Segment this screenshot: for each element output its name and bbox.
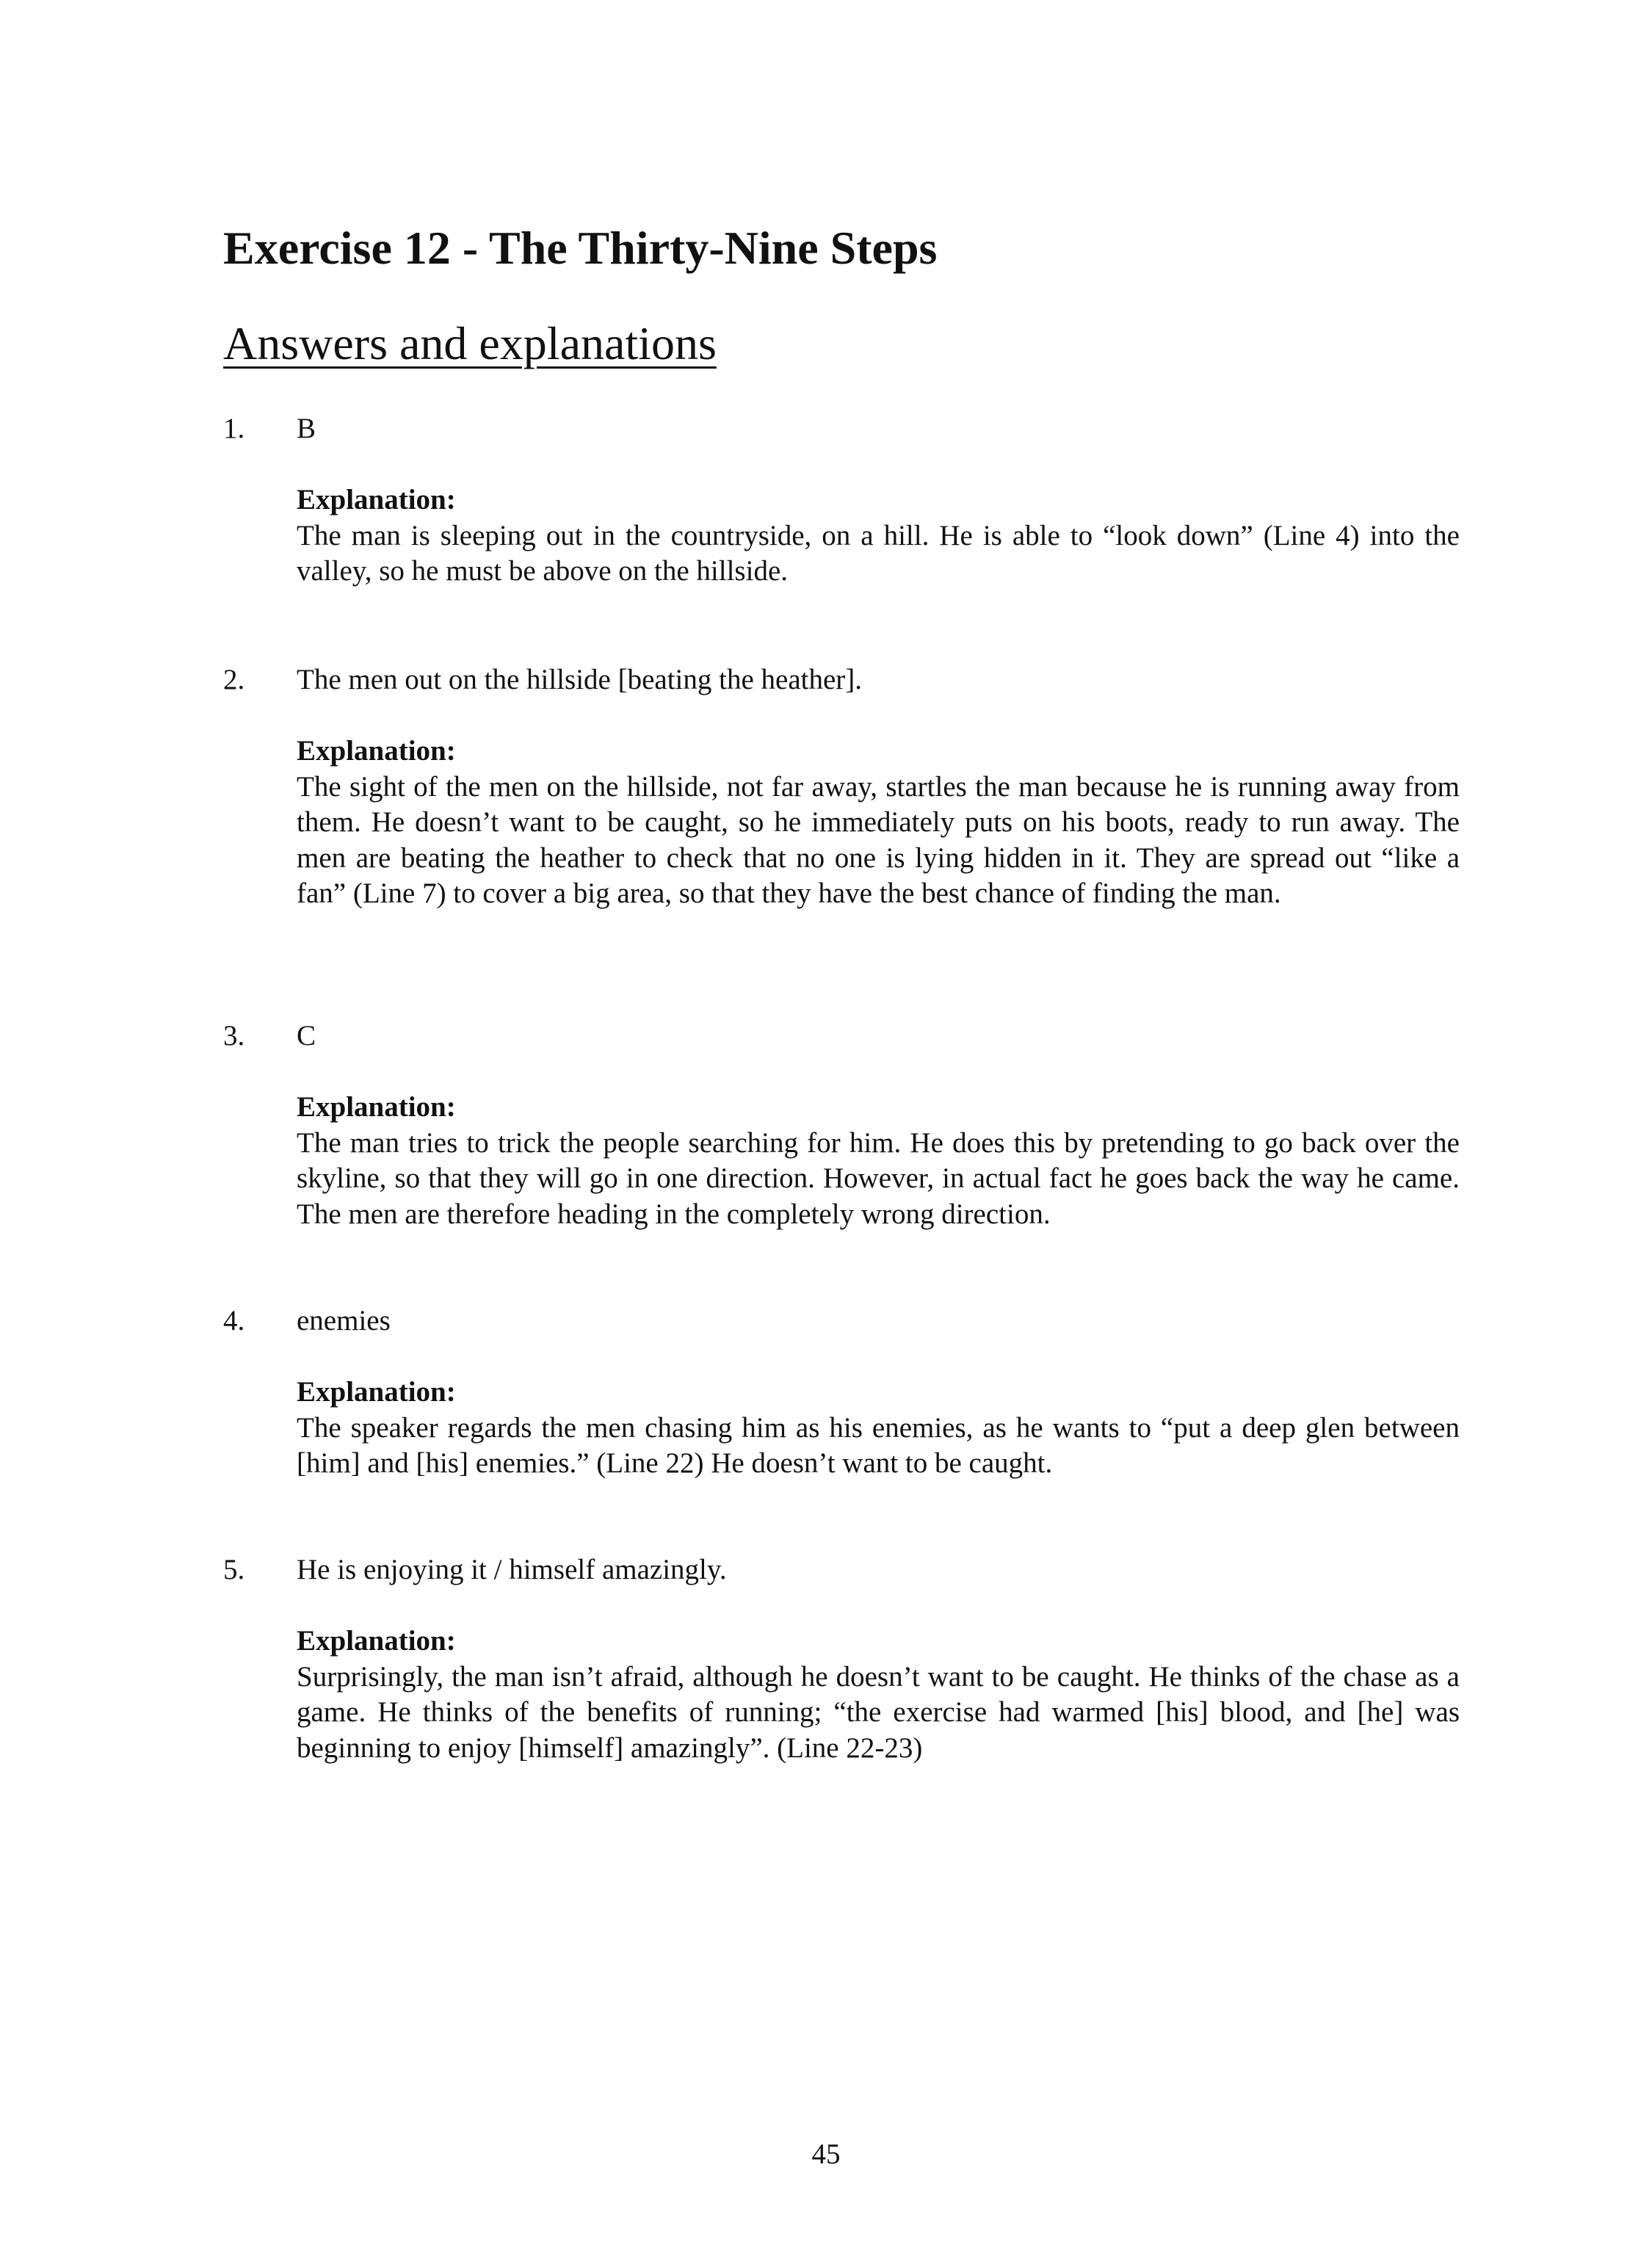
question-1 [223, 411, 1460, 590]
explanation-label: Explanation: [297, 735, 456, 767]
explanation-label: Explanation: [297, 1625, 456, 1657]
question-answer: B [297, 413, 316, 444]
question-2 [223, 662, 1460, 912]
explanation-text: The speaker regards the men chasing him as his enemies, as he wants to “put a deep glen between [him] and [his] enemies.” (Line 22) He doesn’t want to be caught. [297, 1411, 1460, 1479]
question-3 [223, 1018, 1460, 1232]
question-4 [223, 1303, 1460, 1482]
section-heading: Answers and explanations [223, 317, 717, 369]
explanation-text: The man is sleeping out in the countryside, on a hill. He is able to “look down” (Line 4) into the valley, so he must be above on the hillside. [297, 519, 1460, 587]
explanation-label: Explanation: [297, 1091, 456, 1123]
question-answer: C [297, 1020, 316, 1052]
explanation-block [297, 1624, 1460, 1766]
explanation-label: Explanation: [297, 1376, 456, 1408]
explanation-text: The man tries to trick the people searching for him. He does this by pretending to go back over the skyline, so that they will go in one direction. However, in actual fact he goes back the way he came. The men are therefore heading in the completely wrong direction. [297, 1126, 1460, 1230]
question-number: 5. [223, 1554, 245, 1585]
question-5 [223, 1552, 1460, 1766]
explanation-block [297, 1375, 1460, 1482]
page-title: Exercise 12 - The Thirty-Nine Steps [223, 222, 938, 274]
explanation-text: The sight of the men on the hillside, not far away, startles the man because he is running away from them. He doesn’t want to be caught, so he immediately puts on his boots, ready to run away. The men are beating the heather to check that no one is lying hidden in it. They are spread out “like a fan” (Line 7) to cover a big area, so that they have the best chance of finding the man. [297, 770, 1460, 909]
explanation-text: Surprisingly, the man isn’t afraid, although he doesn’t want to be caught. He thinks of the chase as a game. He thinks of the benefits of running; “the exercise had warmed [his] blood, and [he] was beginning to enjoy [himself] amazingly”. (Line 22-23) [297, 1660, 1460, 1764]
question-number: 2. [223, 664, 245, 695]
question-answer: He is enjoying it / himself amazingly. [297, 1554, 727, 1585]
page-number: 45 [811, 2138, 841, 2170]
question-answer: enemies [297, 1305, 391, 1336]
question-number: 3. [223, 1020, 245, 1052]
question-answer: The men out on the hillside [beating the heather]. [297, 664, 863, 695]
explanation-block [297, 734, 1460, 912]
explanation-label: Explanation: [297, 484, 456, 515]
question-number: 4. [223, 1305, 245, 1336]
explanation-block [297, 1090, 1460, 1232]
explanation-block [297, 482, 1460, 590]
question-number: 1. [223, 413, 245, 444]
